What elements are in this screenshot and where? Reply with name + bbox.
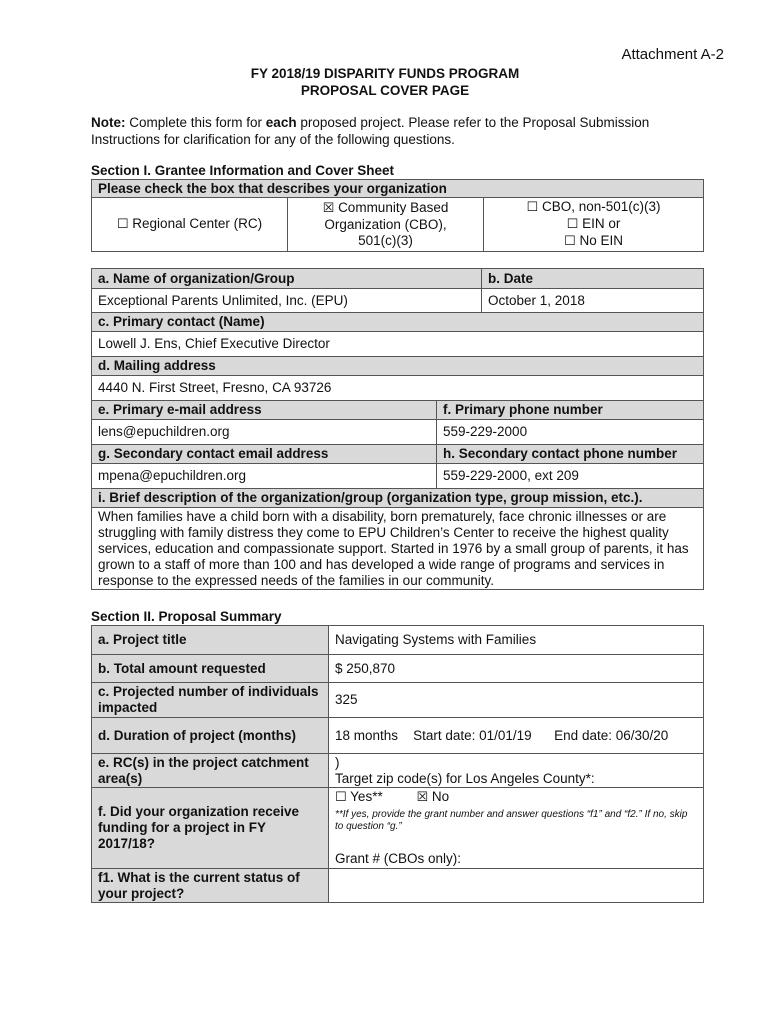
attachment-label: Attachment A-2 bbox=[621, 46, 724, 63]
impacted-field[interactable]: 325 bbox=[329, 683, 704, 718]
mailing-address-field[interactable]: 4440 N. First Street, Fresno, CA 93726 bbox=[92, 376, 704, 401]
org-type-table bbox=[91, 179, 704, 252]
note-label: Note: bbox=[91, 115, 126, 130]
primary-phone-field[interactable]: 559-229-2000 bbox=[437, 420, 704, 445]
rc-catchment-field[interactable] bbox=[329, 754, 704, 788]
prior-funding-label: f. Did your organization receive funding for a project in FY 2017/18? bbox=[92, 788, 329, 869]
rc-checkbox[interactable]: ☐ bbox=[116, 217, 129, 232]
end-date: End date: 06/30/20 bbox=[554, 727, 669, 743]
form-title-line2: PROPOSAL COVER PAGE bbox=[300, 83, 470, 98]
secondary-email-field[interactable]: mpena@epuchildren.org bbox=[92, 464, 437, 489]
status-label: f1. What is the current status of your project? bbox=[92, 869, 329, 903]
no-ein-checkbox[interactable]: ☐ bbox=[564, 234, 576, 249]
prior-funding-note: **If yes, provide the grant number and answer questions “f1” and “f2.” If no, skip to question “g.” bbox=[335, 809, 688, 832]
ein-checkbox[interactable]: ☐ bbox=[566, 217, 579, 232]
no-checkbox[interactable]: ☒ bbox=[416, 790, 429, 805]
note-text-before: Complete this form for bbox=[125, 115, 266, 130]
duration-value: 18 months bbox=[335, 727, 399, 743]
prior-funding-field[interactable] bbox=[329, 788, 704, 869]
secondary-phone-field[interactable]: 559-229-2000, ext 209 bbox=[437, 464, 704, 489]
amount-label: b. Total amount requested bbox=[92, 655, 329, 683]
project-title-label: a. Project title bbox=[92, 626, 329, 655]
note-text-after: proposed project. Please refer to the Proposal Submission Instructions for clarification for any of the following questions. bbox=[91, 115, 650, 147]
description-field[interactable]: When families have a child born with a disability, born prematurely, face chronic illnesses or are struggling with family distress they come to EPU Children’s Center to receive the highest quality services, education and compassionate support. Started in 1976 by a small group of parents, it has grown to a staff of more than 100 and has developed a wide range of programs and services in response to the expressed needs of the families in our community. bbox=[92, 508, 704, 590]
cbo-501-label-line2: Organization (CBO), bbox=[324, 217, 447, 232]
impacted-label: c. Projected number of individuals impacted bbox=[92, 683, 329, 718]
secondary-phone-label: h. Secondary contact phone number bbox=[437, 445, 704, 464]
org-name-label: a. Name of organization/Group bbox=[92, 269, 482, 289]
section1-title: Section I. Grantee Information and Cover Sheet bbox=[91, 163, 395, 178]
rc-option[interactable] bbox=[92, 198, 288, 252]
cbo-non501-label: CBO, non-501(c)(3) bbox=[541, 199, 661, 214]
primary-phone-label: f. Primary phone number bbox=[437, 401, 704, 420]
cbo-501-option[interactable] bbox=[288, 198, 484, 252]
rc-label: Regional Center (RC) bbox=[132, 216, 263, 231]
no-ein-label: No EIN bbox=[579, 233, 623, 248]
section2-title: Section II. Proposal Summary bbox=[91, 609, 282, 624]
primary-contact-field[interactable]: Lowell J. Ens, Chief Executive Director bbox=[92, 332, 704, 357]
org-name-field[interactable]: Exceptional Parents Unlimited, Inc. (EPU) bbox=[92, 289, 482, 313]
note-text-bold: each bbox=[265, 115, 297, 130]
duration-field[interactable] bbox=[329, 718, 704, 754]
cbo-non501-option[interactable] bbox=[484, 198, 704, 252]
date-field[interactable]: October 1, 2018 bbox=[482, 289, 704, 313]
note-paragraph bbox=[91, 114, 691, 148]
rc-catchment-label: e. RC(s) in the project catchment area(s) bbox=[92, 754, 329, 788]
cbo-501-checkbox[interactable]: ☒ bbox=[322, 201, 335, 216]
org-type-header: Please check the box that describes your organization bbox=[92, 180, 704, 198]
status-field[interactable] bbox=[329, 869, 704, 903]
mailing-address-label: d. Mailing address bbox=[92, 357, 704, 376]
primary-email-label: e. Primary e-mail address bbox=[92, 401, 437, 420]
cbo-501-label-line3: 501(c)(3) bbox=[358, 233, 413, 248]
primary-email-field[interactable]: lens@epuchildren.org bbox=[92, 420, 437, 445]
form-title-line1: FY 2018/19 DISPARITY FUNDS PROGRAM bbox=[250, 66, 520, 81]
yes-label: Yes** bbox=[350, 789, 383, 804]
proposal-summary-table bbox=[91, 625, 704, 903]
amount-field[interactable]: $ 250,870 bbox=[329, 655, 704, 683]
start-date: Start date: 01/01/19 bbox=[413, 727, 532, 743]
yes-checkbox[interactable]: ☐ bbox=[335, 790, 347, 805]
cbo-non501-checkbox[interactable]: ☐ bbox=[526, 200, 539, 215]
zip-code-label: Target zip code(s) for Los Angeles County*: bbox=[335, 770, 595, 786]
primary-contact-label: c. Primary contact (Name) bbox=[92, 313, 704, 332]
cbo-501-label-line1: Community Based bbox=[338, 200, 449, 215]
project-title-field[interactable]: Navigating Systems with Families bbox=[329, 626, 704, 655]
grant-number-label: Grant # (CBOs only): bbox=[335, 851, 462, 866]
duration-label: d. Duration of project (months) bbox=[92, 718, 329, 754]
description-label: i. Brief description of the organization/group (organization type, group mission, etc.). bbox=[92, 489, 704, 508]
date-label: b. Date bbox=[482, 269, 704, 289]
no-label: No bbox=[431, 789, 450, 804]
secondary-email-label: g. Secondary contact email address bbox=[92, 445, 437, 464]
rc-catchment-value: ) bbox=[335, 754, 340, 770]
ein-label: EIN or bbox=[582, 216, 621, 231]
org-info-table bbox=[91, 268, 704, 590]
